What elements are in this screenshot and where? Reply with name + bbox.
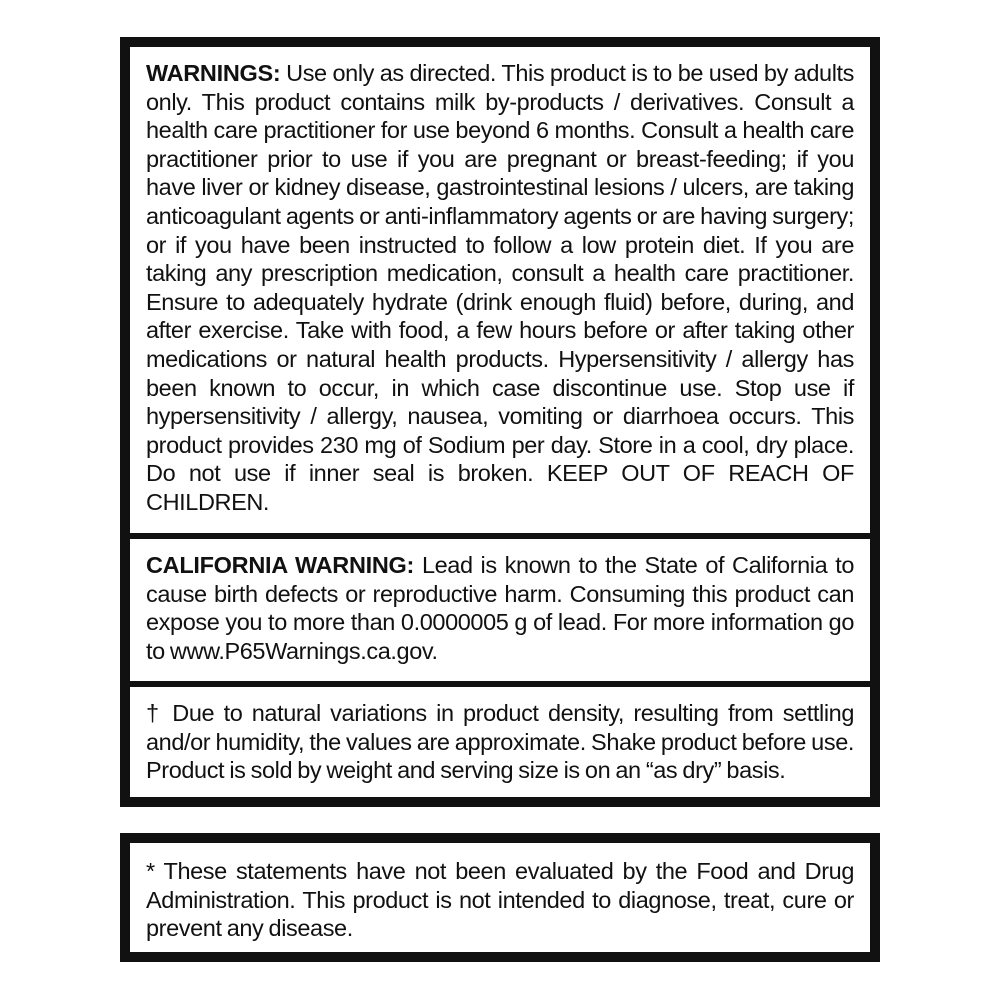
fda-disclaimer-text: * These statements have not been evaluated by the Food and Drug Administration. This product is not intended to diagnose, treat, cure or prevent any disease.: [146, 858, 854, 942]
warnings-text: Use only as directed. This product is to be used by adults only. This product contains milk by-products / derivatives. Consult a health care practitioner for use beyond 6 months. Consult a health care practitioner prior to use if you are pregnant or breast-feeding; if you have liver or kidney disease, gastrointestinal lesions / ulcers, are taking anticoagulant agents or anti-inflammatory agents or are having surgery; or if you have been instructed to follow a low protein diet. If you are taking any prescription medication, consult a health care practitioner. Ensure to adequately hydrate (drink enough fluid) before, during, and after exercise. Take with food, a few hours before or after taking other medications or natural health products. Hypersensitivity / allergy has been known to occur, in which case discontinue use. Stop use if hypersensitivity / allergy, nausea, vomiting or diarrhoea occurs. This product provides 230 mg of Sodium per day. Store in a cool, dry place. Do not use if inner seal is broken. KEEP OUT OF REACH OF CHILDREN.: [146, 60, 854, 515]
fda-disclaimer-panel: [130, 843, 870, 952]
density-note-panel: [130, 687, 870, 797]
california-warning-panel: [130, 539, 870, 681]
warnings-heading: WARNINGS:: [146, 60, 281, 86]
density-note-text: † Due to natural variations in product density, resulting from settling and/or humidity, the values are approximate. Shake product before use. Product is sold by weight and serving size is on an “as dry” basis.: [146, 700, 854, 784]
fda-disclaimer-box: [120, 833, 880, 962]
california-warning-heading: CALIFORNIA WARNING:: [146, 552, 415, 578]
warnings-panel: [130, 47, 870, 533]
california-warning-text: Lead is known to the State of California to cause birth defects or reproductive harm. Consuming this product can expose you to more than 0.0000005 g of lead. For more information go to www.P65Warnings.ca.gov.: [146, 552, 854, 664]
warning-label-box: [120, 37, 880, 807]
